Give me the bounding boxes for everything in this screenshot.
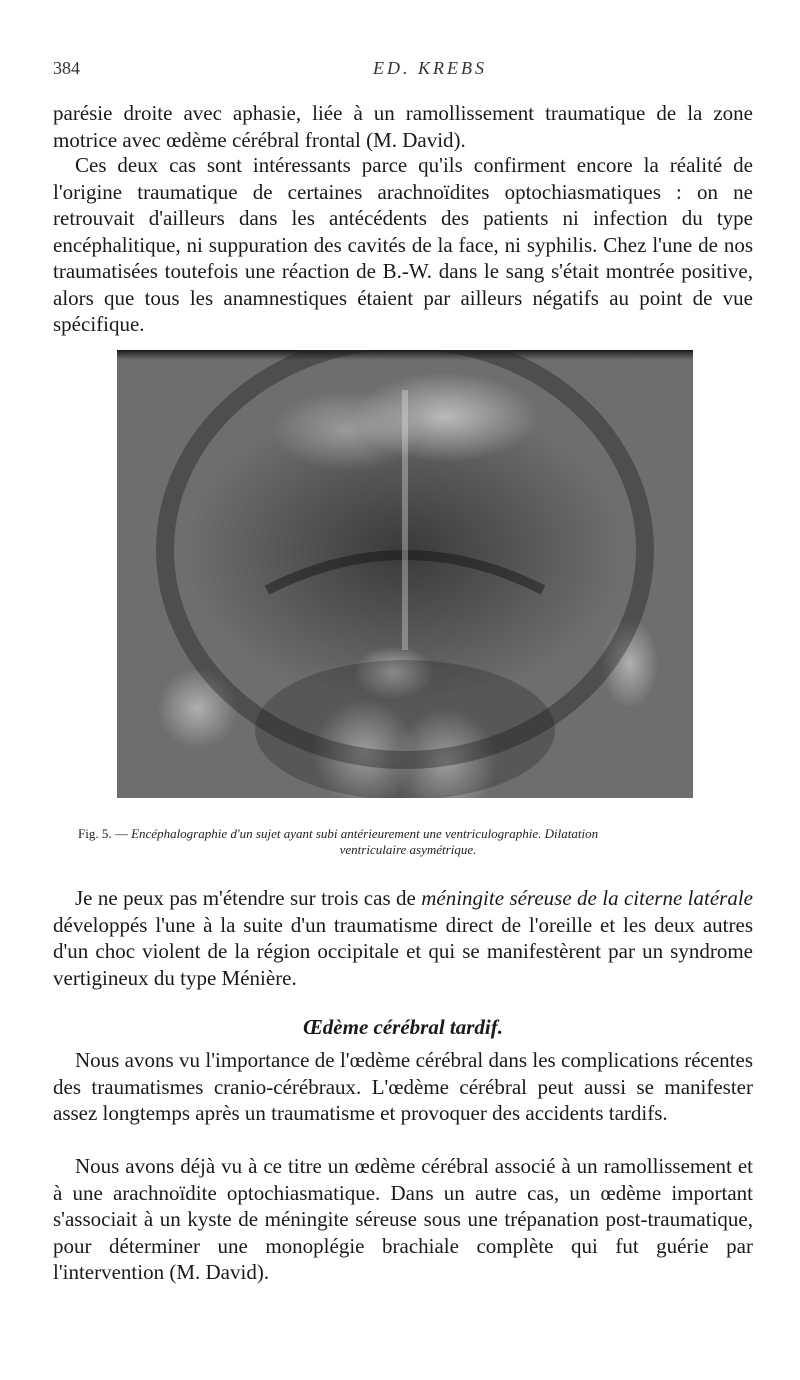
paragraph-5: Nous avons déjà vu à ce titre un œdème cérébral associé à un ramollissement et à une arachnoïdite optochiasmatique. Dans un autre cas, un œdème important s'associait à un kyste de méningite séreuse sous une trépanation post-traumatique, pour déterminer une monoplégie brachiale complète qui fut guérie par l'intervention (M. David). — [53, 1154, 753, 1284]
paragraph-2: Ces deux cas sont intéressants parce qu'ils confirment encore la réalité de l'origine traumatique de certaines arachnoïdites optochiasmatiques : on ne retrouvait d'ailleurs dans les antécédents des patients ni infection du type encéphalitique, ni suppuration des cavités de la face, ni syphilis. Chez l'une de nos traumatisées toutefois une réaction de B.-W. dans le sang s'était montrée positive, alors que tous les anamnestiques étaient par ailleurs négatifs au point de vue spécifique. — [53, 153, 753, 336]
xray-skull-outline — [117, 350, 693, 798]
paragraph-1: parésie droite avec aphasie, liée à un ramollissement traumatique de la zone motrice avec œdème cérébral frontal (M. David). — [53, 101, 753, 152]
page-header — [53, 58, 753, 82]
caption-line-1 — [78, 826, 738, 842]
caption-label: Fig. 5. — — [78, 826, 132, 841]
paragraph-3 — [53, 885, 753, 991]
section-title: Œdème cérébral tardif. — [302, 1015, 504, 1039]
encephalography-xray-image — [117, 350, 693, 798]
paragraph-3-text-b: développés l'une à la suite d'un traumatisme direct de l'oreille et les deux autres d'un choc violent de la région occipitale et qui se manifestèrent par un syndrome vertigineux du type Ménière. — [53, 912, 753, 990]
caption-text: Encéphalographie d'un sujet ayant subi antérieurement une ventriculographie. Dilatation — [131, 826, 599, 841]
running-title: ED. KREBS — [373, 58, 487, 78]
caption-line-2: ventriculaire asymétrique. — [339, 842, 477, 857]
paragraph-3-text-a: Je ne peux pas m'étendre sur trois cas de — [75, 886, 422, 910]
page-number: 384 — [53, 58, 80, 78]
paragraph-3-italic: méningite séreuse de la citerne latérale — [421, 886, 753, 910]
paragraph-4: Nous avons vu l'importance de l'œdème cérébral dans les complications récentes des traumatismes cranio-cérébraux. L'œdème cérébral peut aussi se manifester assez longtemps après un traumatisme et provoquer des accidents tardifs. — [53, 1048, 753, 1125]
figure-caption — [78, 826, 738, 858]
